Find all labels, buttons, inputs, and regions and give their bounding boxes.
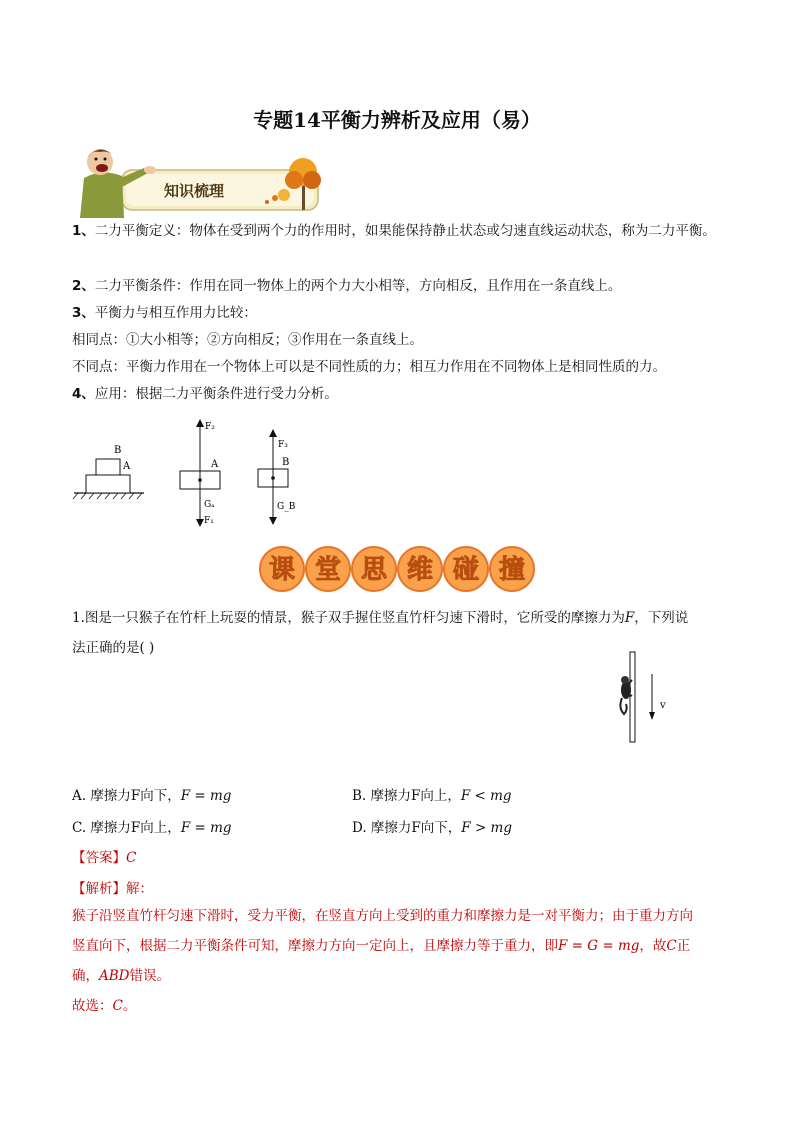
svg-text:A: A: [123, 461, 131, 472]
knowledge-item-3b: 不同点：平衡力作用在一个物体上可以是不同性质的力；相互力作用在不同物体上是相同性质的力。: [72, 359, 666, 375]
wordart-char: 堂: [314, 555, 342, 585]
svg-text:F₃: F₃: [278, 440, 288, 450]
wordart-char: 碰: [452, 555, 480, 585]
analysis-label: 【解析】解：: [72, 881, 153, 897]
knowledge-item-3a: 相同点：①大小相等；②方向相反；③作用在一条直线上。: [72, 332, 423, 348]
knowledge-item-4: 4、应用：根据二力平衡条件进行受力分析。: [72, 386, 338, 402]
svg-text:A: A: [211, 459, 219, 470]
svg-text:G_B: G_B: [277, 502, 296, 512]
analysis-body: 猴子沿竖直竹杆匀速下滑时，受力平衡，在竖直方向上受到的重力和摩擦力是一对平衡力；由于重力方向 竖直向下，根据二力平衡条件可知，摩擦力方向一定向上，且摩擦力等于重力，即F = G = mg，故C正 确，ABD错误。 故选：C。: [72, 908, 693, 1014]
svg-text:Gₐ: Gₐ: [204, 500, 215, 510]
option-d[interactable]: D. 摩擦力F向下，F > mg: [352, 820, 513, 836]
wordart-char: 维: [406, 555, 434, 585]
knowledge-item-1: 1、二力平衡定义：物体在受到两个力的作用时，如果能保持静止状态或匀速直线运动状态，称为二力平衡。: [72, 223, 716, 239]
question-stem: 1.图是一只猴子在竹杆上玩耍的情景，猴子双手握住竖直竹杆匀速下滑时，它所受的摩擦力为F，下列说 法正确的是( ): [72, 610, 689, 656]
svg-text:B: B: [282, 457, 290, 468]
page-title: 专题14平衡力辨析及应用（易）: [253, 108, 541, 132]
monkey-on-pole-figure: [612, 650, 682, 745]
option-b[interactable]: B. 摩擦力F向上，F < mg: [352, 788, 512, 804]
answer-line: 【答案】C: [72, 850, 137, 866]
force-diagram: [70, 415, 300, 535]
wordart-char: 思: [360, 555, 388, 585]
knowledge-item-2: 2、二力平衡条件：作用在同一物体上的两个力大小相等，方向相反，且作用在一条直线上。: [72, 278, 622, 294]
option-c[interactable]: C. 摩擦力F向上，F = mg: [72, 820, 232, 836]
knowledge-banner: [72, 140, 332, 218]
stacked-blocks-diagram: [73, 445, 144, 499]
wordart-banner: [258, 545, 538, 593]
wordart-char: 撞: [498, 555, 526, 585]
block-a-force-diagram: [180, 419, 220, 527]
option-a[interactable]: A. 摩擦力F向下，F = mg: [72, 788, 232, 804]
banner-text: 知识梳理: [164, 182, 225, 200]
wordart-char: 课: [268, 555, 296, 585]
svg-text:v: v: [660, 700, 666, 711]
svg-text:B: B: [114, 445, 122, 456]
knowledge-item-3: 3、平衡力与相互作用力比较：: [72, 305, 257, 321]
svg-text:F₂: F₂: [205, 422, 215, 432]
block-b-force-diagram: [258, 429, 296, 525]
svg-text:F₁: F₁: [204, 516, 214, 526]
